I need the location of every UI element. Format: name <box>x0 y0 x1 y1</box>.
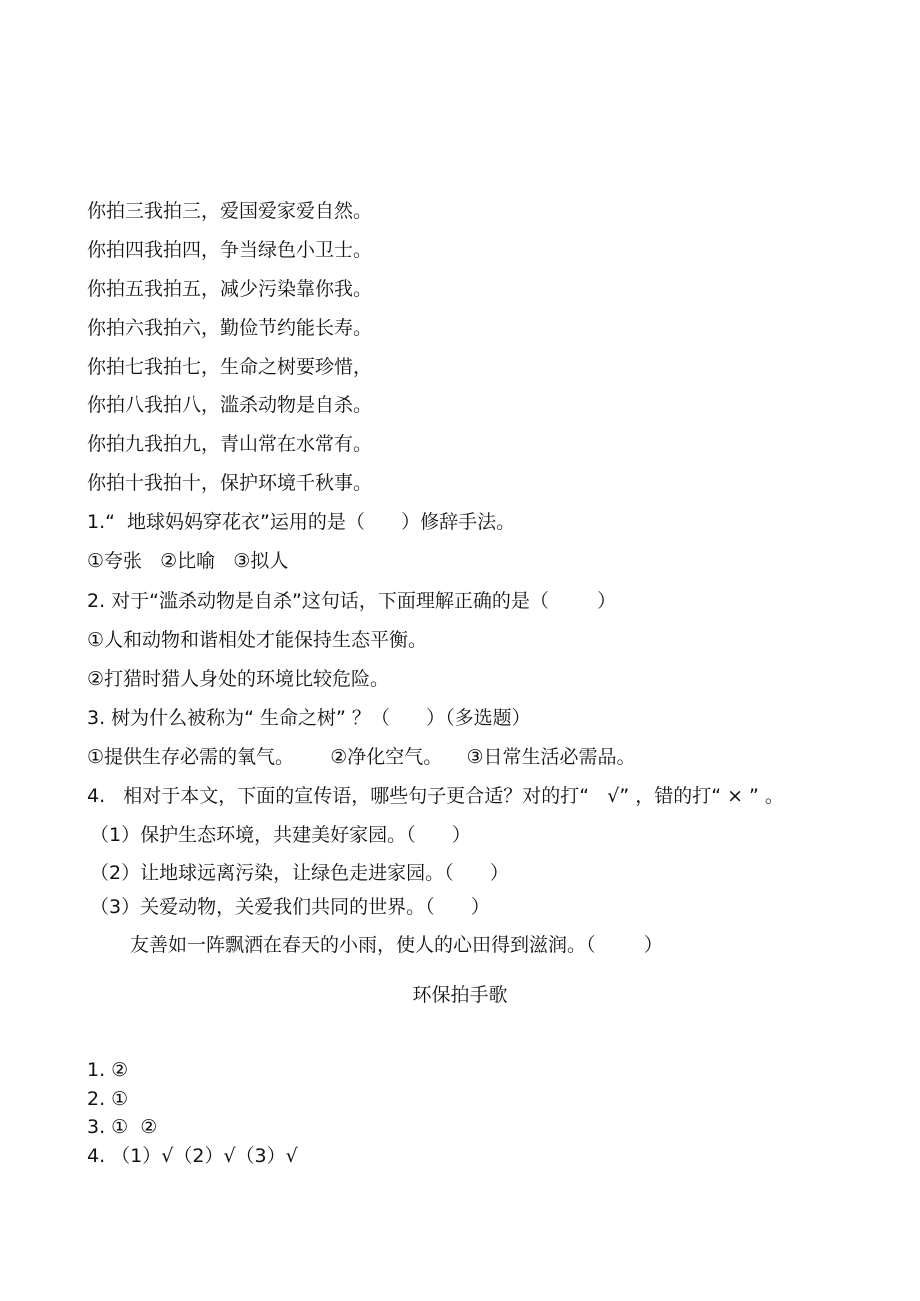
question-4: 4. 相对于本文，下面的宣传语，哪些句子更合适？对的打“ √” ，错的打“ × ” 。 <box>87 785 784 807</box>
page-title: 环保拍手歌 <box>412 984 508 1006</box>
question-1-options: ①夸张 ②比喻 ③拟人 <box>87 550 289 572</box>
question-3: 3. 树为什么被称为“ 生命之树” ？（ ）（多选题） <box>87 707 531 729</box>
question-2-option-2: ②打猎时猎人身处的环境比较危险。 <box>87 668 390 690</box>
poem-line: 你拍六我拍六，勤俭节约能长寿。 <box>87 317 373 339</box>
answer-line: 1. ② <box>87 1059 129 1081</box>
question-4-item-1: （1）保护生态环境，共建美好家园。（ ） <box>90 824 471 846</box>
answer-line: 2. ① <box>87 1088 129 1110</box>
question-4-extra: 友善如一阵飘洒在春天的小雨，使人的心田得到滋润。（ ） <box>130 934 663 956</box>
answer-line: 3. ① ② <box>87 1116 158 1138</box>
poem-line: 你拍十我拍十，保护环境千秋事。 <box>87 472 373 494</box>
question-1: 1.“ 地球妈妈穿花衣”运用的是（ ）修辞手法。 <box>87 511 516 533</box>
question-2-option-1: ①人和动物和谐相处才能保持生态平衡。 <box>87 629 428 651</box>
poem-line: 你拍三我拍三，爱国爱家爱自然。 <box>87 200 373 222</box>
poem-line: 你拍五我拍五，减少污染靠你我。 <box>87 278 373 300</box>
poem-line: 你拍九我拍九，青山常在水常有。 <box>87 433 373 455</box>
question-2: 2. 对于“滥杀动物是自杀”这句话，下面理解正确的是（ ） <box>87 590 617 612</box>
poem-line: 你拍七我拍七，生命之树要珍惜， <box>87 356 373 378</box>
question-3-options: ①提供生存必需的氧气。 ②净化空气。 ③日常生活必需品。 <box>87 746 636 768</box>
answer-line: 4. （1）√（2）√（3）√ <box>87 1145 298 1167</box>
question-4-item-2: （2）让地球远离污染，让绿色走进家园。（ ） <box>90 862 509 884</box>
question-4-item-3: （3）关爱动物，关爱我们共同的世界。（ ） <box>90 896 490 918</box>
poem-line: 你拍八我拍八，滥杀动物是自杀。 <box>87 394 373 416</box>
poem-line: 你拍四我拍四，争当绿色小卫士。 <box>87 239 373 261</box>
